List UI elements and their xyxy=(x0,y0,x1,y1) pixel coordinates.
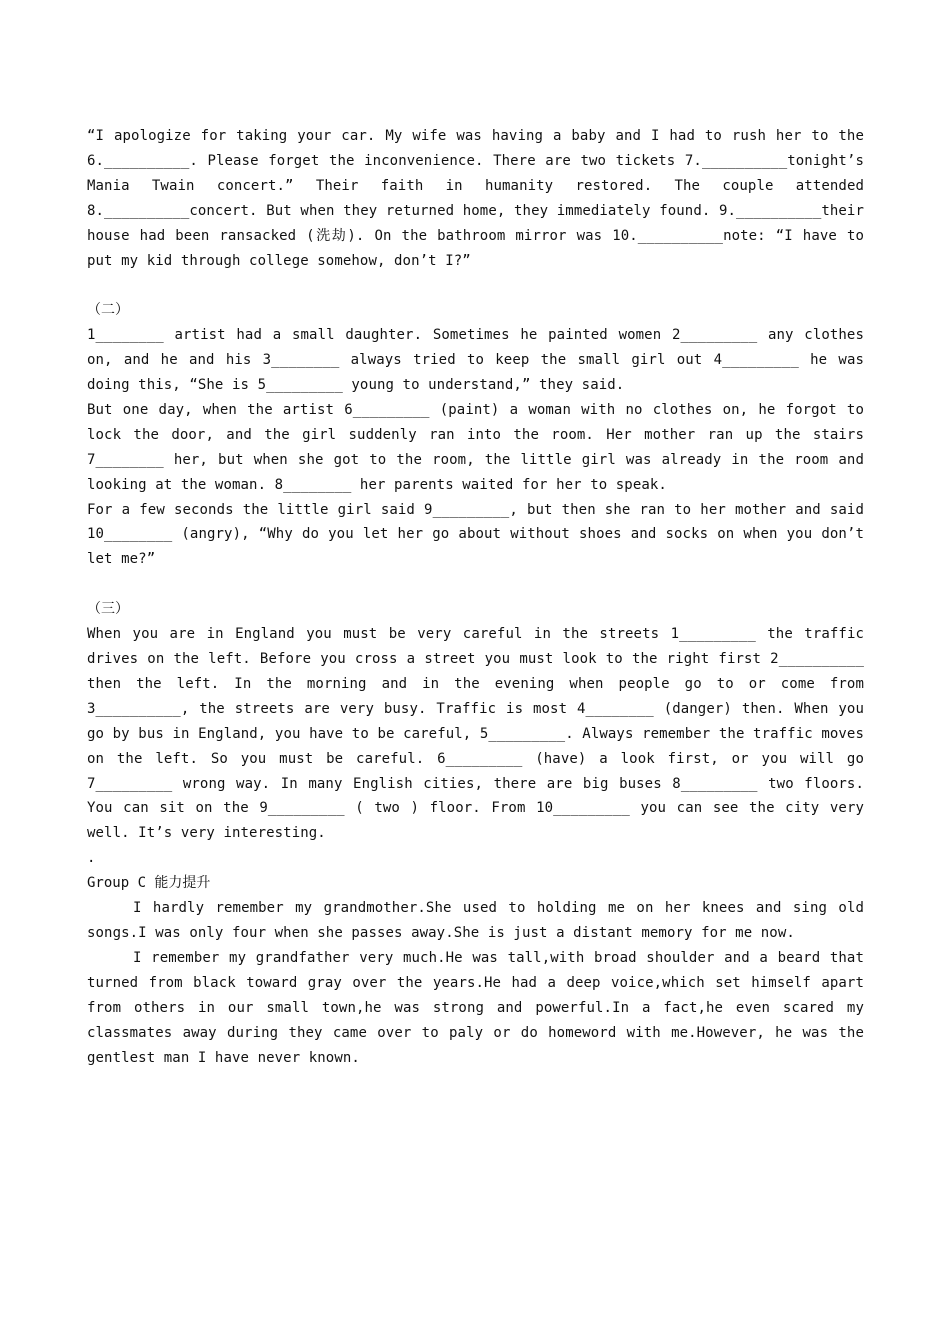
section-2-heading: （二） xyxy=(87,302,129,319)
section-2-paragraph-3: For a few seconds the little girl said 9_________, but then she ran to her mother and said 10________ (angry), “Why do you let her go about without shoes and socks on when you don’t let me?” xyxy=(87,501,864,568)
spacer xyxy=(87,572,864,597)
separator-dot: . xyxy=(87,850,96,867)
group-c-paragraph-2: I remember my grandfather very much.He was tall,with broad shoulder and a beard that turned from black toward gray over the years.He had a deep voice,which set himself apart from others in our small town,he was strong and powerful.In a fact,he even scared my classmates away during they came over to paly or do homeword with me.However, he was the gentlest man I have never known. xyxy=(87,949,864,1066)
spacer xyxy=(87,273,864,298)
passage-continuation: “I apologize for taking your car. My wife was having a baby and I had to rush her to the 6.__________. Please forget the inconvenience. There are two tickets 7.__________tonight’s Mania Twain concert.” Their faith in humanity restored. The couple attended 8.__________concert. But when they returned home, they immediately found. 9.__________their house had been ransacked (洗劫). On the bathroom mirror was 10.__________note: “I have to put my kid through college somehow, don’t I?” xyxy=(87,128,864,269)
group-c-paragraph-1: I hardly remember my grandmother.She used to holding me on her knees and sing old songs.I was only four when she passes away.She is just a distant memory for me now. xyxy=(87,900,864,941)
section-3-paragraph: When you are in England you must be very careful in the streets 1_________ the traffic drives on the left. Before you cross a street you must look to the right first 2__________ then the left. In the morning and in the evening when people go to or come from 3__________, the streets are very busy. Traffic is most 4________ (danger) then. When you go by bus in England, you have to be careful, 5_________. Always remember the traffic moves on the left. So you must be careful. 6_________ (have) a look first, or you will go 7_________ wrong way. In many English cities, there are big buses 8_________ two floors. You can sit on the 9_________ ( two ) floor. From 10_________ you can see the city very well. It’s very interesting. xyxy=(87,626,864,842)
group-c-heading: Group C 能力提升 xyxy=(87,875,211,892)
document-page xyxy=(87,124,864,1070)
section-2-paragraph-2: But one day, when the artist 6_________ (paint) a woman with no clothes on, he forgot to lock the door, and the girl suddenly ran into the room. Her mother ran up the stairs 7________ her, but when she got to the room, the little girl was already in the room and looking at the woman. 8________ her parents waited for her to speak. xyxy=(87,401,864,493)
section-2-paragraph-1: 1________ artist had a small daughter. Sometimes he painted women 2_________ any clothes on, and he and his 3________ always tried to keep the small girl out 4_________ he was doing this, “She is 5_________ young to understand,” they said. xyxy=(87,327,864,394)
section-3-heading: （三） xyxy=(87,601,129,618)
